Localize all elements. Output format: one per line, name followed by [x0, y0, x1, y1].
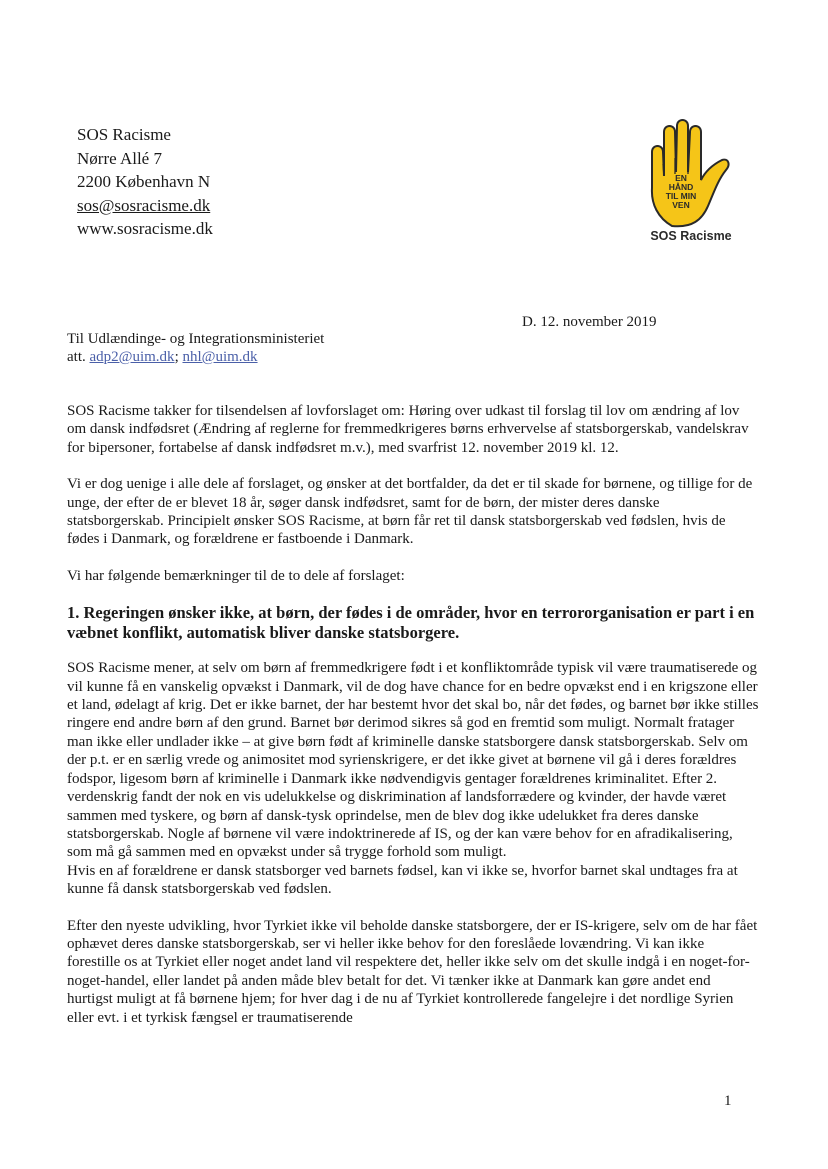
paragraph-intro: SOS Racisme takker for tilsendelsen af lovforslaget om: Høring over udkast til forslag til lov om ændring af lov om dansk indfødsret (Ændring af reglerne for fremmedkrigeres børns erhvervelse af statsborgerskab, vandelskrav for bipersoner, fortabelse af dansk indfødsret m.v.), med svarfrist 12. november 2019 kl. 12. [67, 403, 749, 456]
paragraph-turkey-development: Efter den nyeste udvikling, hvor Tyrkiet ikke vil beholde danske statsborgere, der er IS-krigere, selv om de har fået ophævet deres danske statsborgerskab, ser vi heller ikke behov for den foreslåede lovændring. Vi kan ikke forestille os at Tyrkiet eller noget andet land vil respektere det, heller ikke selv om det skulle indgå i en noget-for-noget-handel, eller landet på anden måde blev betalt for det. Vi tænker ikke at Danmark kan gøre andet end hurtigst muligt at få børnene hjem; for hver dag i de nu af Tyrkiet kontrollerede fangelejre i det nordlige Syrien eller evt. i et tyrkisk fængsel er traumatiserende [67, 917, 758, 1026]
letter-body [67, 402, 759, 1045]
email-separator: ; [174, 349, 183, 365]
logo-caption: SOS Racisme [650, 229, 732, 243]
page-number: 1 [724, 1093, 732, 1109]
hand-text-4: VEN [672, 200, 690, 210]
recipient-email-1-link[interactable]: adp2@uim.dk [89, 349, 175, 365]
sender-address [77, 123, 213, 241]
sender-website: www.sosracisme.dk [77, 219, 213, 238]
recipient-email-2-link[interactable]: nhl@uim.dk [182, 349, 258, 365]
sender-street: Nørre Allé 7 [77, 148, 162, 168]
paragraph-remarks-intro: Vi har følgende bemærkninger til de to dele af forslaget: [67, 567, 405, 584]
hand-text-3: TIL MIN [665, 191, 697, 201]
section-heading-1: 1. Regeringen ønsker ikke, at børn, der fødes i de områder, hvor en terrororganisation er part i en væbnet konflikt, automatisk bliver danske statsborgere. [67, 603, 755, 643]
recipient-ministry: Til Udlændinge- og Integrationsministeriet [67, 331, 325, 347]
hand-text-2: HÅND [668, 182, 694, 192]
paragraph-children-argument: SOS Racisme mener, at selv om børn af fremmedkrigere født i et konfliktområde typisk vil være traumatiserede og vil kunne få en vanskelig opvækst i Danmark, vil de dog have chance for en bedre opvækst end i en krigszone eller et land, ødelagt af krig. Det er ikke barnet, der har bestemt hvor det skal bo, når det fødes, og barnet bør ikke stilles ringere end andre børn af den grund. Barnet bør derimod sikres så god en fremtid som muligt. Normalt fratager man ikke eller undlader ikke – at give børn født af kriminelle danske statsborgere dansk statsborgerskab. Selv om der p.t. er en særlig vrede og animositet mod syrienskrigere, er det ikke givet at børnene vil gå i deres forældres fodspor, ligesom børn af kriminelle i Danmark ikke nødvendigvis gentager forældrenes kriminalitet. Efter 2. verdenskrig fandt der nok en vis udelukkelse og diskrimination af landsforrædere og kvinder, der havde været sammen med tyskere, og børn af dansk-tysk oprindelse, men de blev dog ikke udelukket fra deres danske statsborgerskab. Nogle af børnene vil være indoktrinerede af IS, og der kan være behov for en afradikalisering, som må gå sammen med en opvækst under så trygge forhold som muligt. [67, 660, 759, 861]
recipient-att-line [67, 348, 324, 366]
att-prefix: att. [67, 349, 90, 365]
recipient-block [67, 330, 324, 366]
raised-hand-icon [636, 118, 746, 230]
paragraph-parent-citizen: Hvis en af forældrene er dansk statsborger ved barnets fødsel, kan vi ikke se, hvorfor barnet skal undtages fra at kunne få dansk statsborgerskab ved fødslen. [67, 862, 738, 898]
sender-name: SOS Racisme [77, 125, 171, 144]
sender-city: 2200 København N [77, 172, 211, 191]
hand-text-1: EN [675, 173, 687, 183]
paragraph-disagreement: Vi er dog uenige i alle dele af forslaget, og ønsker at det bortfalder, da det er til skade for børnene, og tillige for de unge, der efter de er blevet 18 år, søger dansk indfødsret, samt for de børn, der mister deres danske statsborgerskab. Principielt ønsker SOS Racisme, at børn får ret til dansk statsborgerskab ved fødslen, hvis de fødes i Danmark, og forældrene er fastboende i Danmark. [67, 476, 753, 548]
letter-date: D. 12. november 2019 [522, 314, 657, 330]
sender-email-link[interactable]: sos@sosracisme.dk [77, 195, 211, 215]
